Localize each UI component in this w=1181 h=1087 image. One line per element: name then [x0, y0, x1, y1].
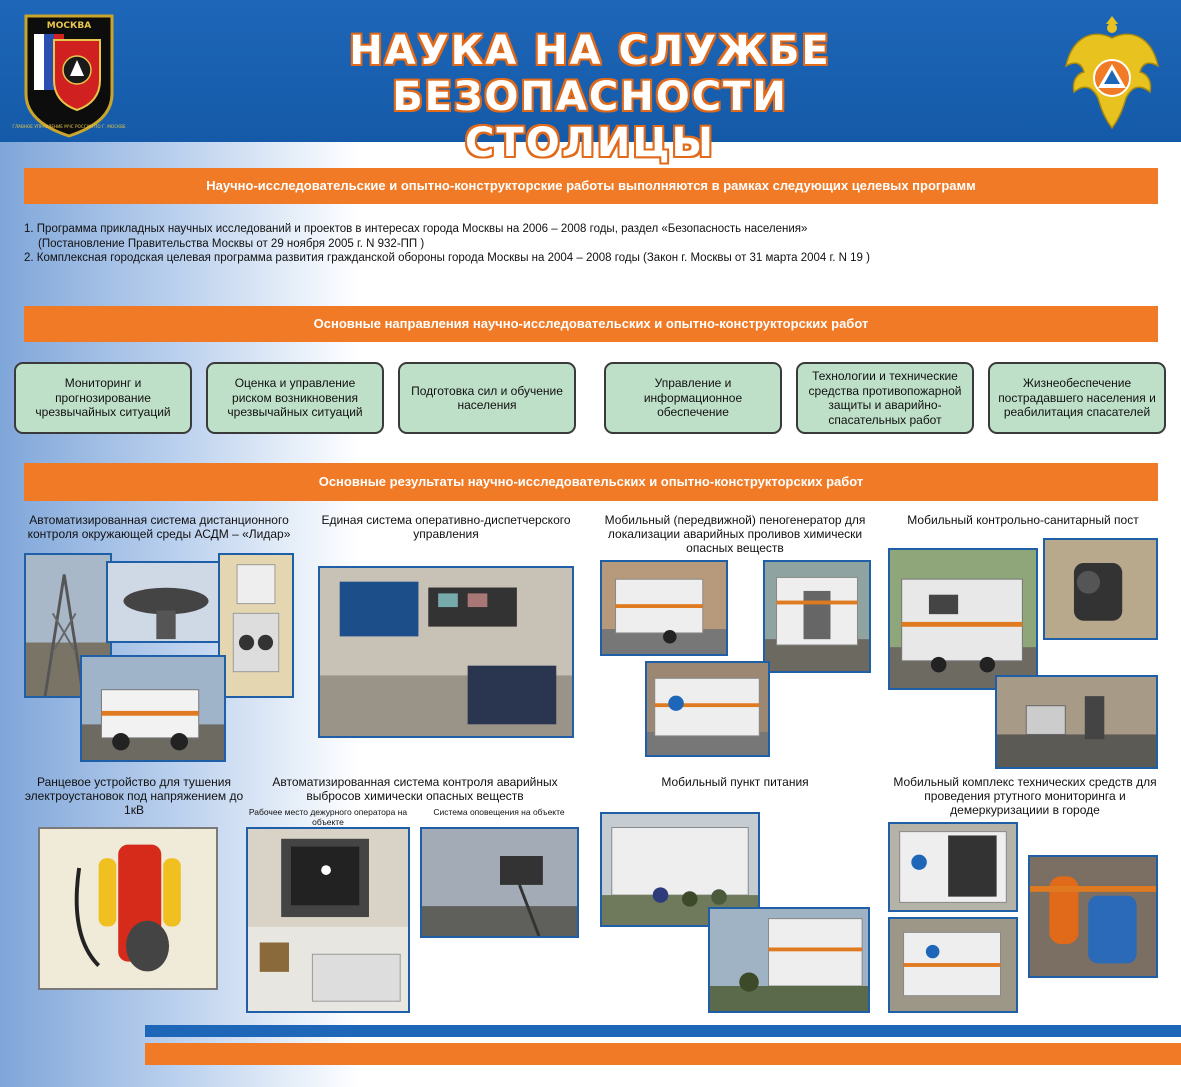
- photo-operator-workplace: [246, 827, 410, 1013]
- photo-sanitary-trailer: [888, 548, 1038, 690]
- photo-mercury-trailer-2: [888, 917, 1018, 1013]
- direction-box-monitoring: Мониторинг и прогнозирование чрезвычайных ситуаций: [14, 362, 192, 434]
- result-caption-mercury-complex: Мобильный комплекс технических средств для проведения ртутного мониторинга и демеркуризациии в городе: [893, 775, 1157, 817]
- photo-food-point-2: [708, 907, 870, 1013]
- direction-box-training: Подготовка сил и обучение населения: [398, 362, 576, 434]
- bottom-stripe-orange: [145, 1043, 1181, 1065]
- bottom-stripe-blue: [145, 1025, 1181, 1037]
- direction-box-fire-tech: Технологии и технические средства противопожарной защиты и аварийно-спасательных работ: [796, 362, 974, 434]
- photo-foam-trailer-3: [645, 661, 770, 757]
- photo-lidar-camera: [218, 553, 294, 698]
- sub-caption-alert-system: Система оповещения на объекте: [433, 807, 565, 817]
- results-heading: Основные результаты научно-исследовательских и опытно-конструкторских работ: [24, 463, 1158, 501]
- photo-mercury-equipment: [1028, 855, 1158, 978]
- photo-dispatch-room: [318, 566, 574, 738]
- direction-box-risk: Оценка и управление риском возникновения чрезвычайных ситуаций: [206, 362, 384, 434]
- program-line: 2. Комплексная городская целевая программа развития гражданской обороны города Москвы на 2004 – 2008 годы (Закон г. Москвы от 31 марта 2004 г. N 19 ): [24, 252, 870, 264]
- title-line-2: СТОЛИЦЫ: [465, 120, 715, 166]
- result-caption-foam-generator: Мобильный (передвижной) пеногенератор для локализации аварийных проливов химически опасных веществ: [604, 513, 866, 555]
- photo-lidar-truck: [80, 655, 226, 762]
- mchs-eagle-icon: [1062, 8, 1162, 136]
- photo-sanitary-device: [1043, 538, 1158, 640]
- emblem-top-text: МОСКВА: [46, 21, 92, 31]
- sub-caption-operator-workplace: Рабочее место дежурного оператора на объекте: [248, 807, 408, 827]
- result-caption-sanitary-post: Мобильный контрольно-санитарный пост: [907, 513, 1139, 527]
- direction-box-management: Управление и информационное обеспечение: [604, 362, 782, 434]
- direction-box-life-support: Жизнеобеспечение пострадавшего населения и реабилитация спасателей: [988, 362, 1166, 434]
- result-caption-dispatch: Единая система оперативно-диспетчерского управления: [321, 513, 571, 541]
- result-caption-lidar: Автоматизированная система дистанционного контроля окружающей среды АСДМ – «Лидар»: [27, 513, 291, 541]
- photo-alert-system: [420, 827, 579, 938]
- programs-heading: Научно-исследовательские и опытно-конструкторские работы выполняются в рамках следующих целевых программ: [24, 168, 1158, 204]
- result-caption-chemical-control: Автоматизированная система контроля аварийных выбросов химически опасных веществ: [272, 775, 558, 803]
- photo-lidar-unit: [106, 561, 226, 643]
- photo-foam-trailer-2: [763, 560, 871, 673]
- page-title: [160, 28, 1020, 166]
- emblem-ring-text: ГЛАВНОЕ УПРАВЛЕНИЕ МЧС РОССИИ ПО Г. МОСКВЕ: [12, 124, 126, 129]
- photo-foam-trailer-1: [600, 560, 728, 656]
- photo-mercury-trailer-1: [888, 822, 1018, 912]
- directions-heading: Основные направления научно-исследовательских и опытно-конструкторских работ: [24, 306, 1158, 342]
- programs-list: [24, 222, 1154, 266]
- program-line: (Постановление Правительства Москвы от 29 ноября 2005 г. N 932-ПП ): [38, 237, 425, 250]
- directions-row: [14, 362, 1168, 438]
- title-line-1: НАУКА НА СЛУЖБЕ БЕЗОПАСНОСТИ: [349, 28, 831, 120]
- photo-backpack-extinguisher: [38, 827, 218, 990]
- program-line: 1. Программа прикладных научных исследований и проектов в интересах города Москвы на 2006 – 2008 годы, раздел «Безопасность населения»: [24, 223, 808, 235]
- photo-sanitary-lab: [995, 675, 1158, 769]
- result-caption-backpack-extinguisher: Ранцевое устройство для тушения электроустановок под напряжением до 1кВ: [24, 775, 244, 817]
- result-caption-food-point: Мобильный пункт питания: [661, 775, 809, 789]
- moscow-mchs-emblem: [12, 10, 126, 138]
